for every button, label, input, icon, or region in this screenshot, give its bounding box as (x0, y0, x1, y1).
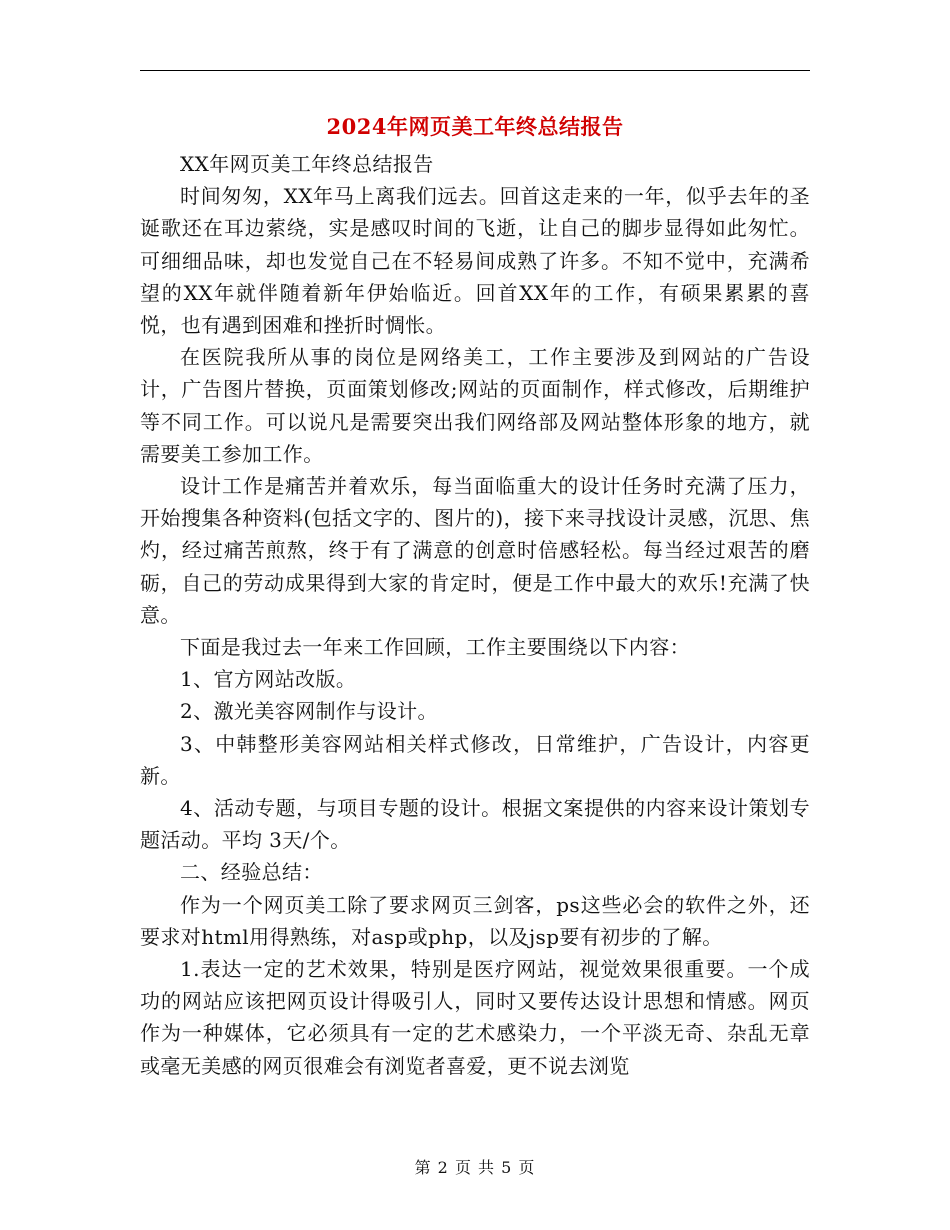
list-item-2: 2、激光美容网制作与设计。 (180, 699, 438, 724)
list-item-4: 4、活动专题，与项目专题的设计。根据文案提供的内容来设计策划专题活动。平均 3天/个。 (140, 796, 810, 853)
section-heading-experience: 二、经验总结： (180, 860, 323, 885)
paragraph-design-work: 设计工作是痛苦并着欢乐，每当面临重大的设计任务时充满了压力，开始搜集各种资料(包括文字的、图片的)，接下来寻找设计灵感，沉思、焦灼，经过痛苦煎熬，终于有了满意的创意时倍感轻松。每当经过艰苦的磨砺，自己的劳动成果得到大家的肯定时，便是工作中最大的欢乐!充满了快意。 (140, 474, 810, 627)
header-rule (140, 70, 810, 71)
paragraph-skills: 作为一个网页美工除了要求网页三剑客，ps这些必会的软件之外，还要求对html用得熟练，对asp或php，以及jsp要有初步的了解。 (140, 892, 810, 949)
paragraph-position: 在医院我所从事的岗位是网络美工，工作主要涉及到网站的广告设计，广告图片替换，页面策划修改;网站的页面制作，样式修改，后期维护等不同工作。可以说凡是需要突出我们网络部及网站整体形象的地方，就需要美工参加工作。 (140, 345, 810, 466)
document-body (140, 148, 810, 1082)
document-title: 2024年网页美工年终总结报告 (326, 114, 624, 139)
list-item-3: 3、中韩整形美容网站相关样式修改，日常维护，广告设计，内容更新。 (140, 731, 810, 788)
page-number-footer: 第 2 页 共 5 页 (414, 1158, 536, 1177)
paragraph-subtitle: XX年网页美工年终总结报告 (180, 152, 434, 176)
list-item-1: 1、官方网站改版。 (180, 667, 357, 692)
paragraph-review-intro: 下面是我过去一年来工作回顾，工作主要围绕以下内容： (180, 635, 690, 660)
paragraph-intro: 时间匆匆，XX年马上离我们远去。回首这走来的一年，似乎去年的圣诞歌还在耳边萦绕，实是感叹时间的飞逝，让自己的脚步显得如此匆忙。可细细品味，却也发觉自己在不轻易间成熟了许多。不知不觉中，充满希望的XX年就伴随着新年伊始临近。回首XX年的工作，有硕果累累的喜悦，也有遇到困难和挫折时惆怅。 (140, 184, 810, 338)
paragraph-art-effect: 1.表达一定的艺术效果，特别是医疗网站，视觉效果很重要。一个成功的网站应该把网页设计得吸引人，同时又要传达设计思想和情感。网页作为一种媒体，它必须具有一定的艺术感染力，一个平淡无奇、杂乱无章或毫无美感的网页很难会有浏览者喜爱，更不说去浏览 (140, 957, 810, 1078)
